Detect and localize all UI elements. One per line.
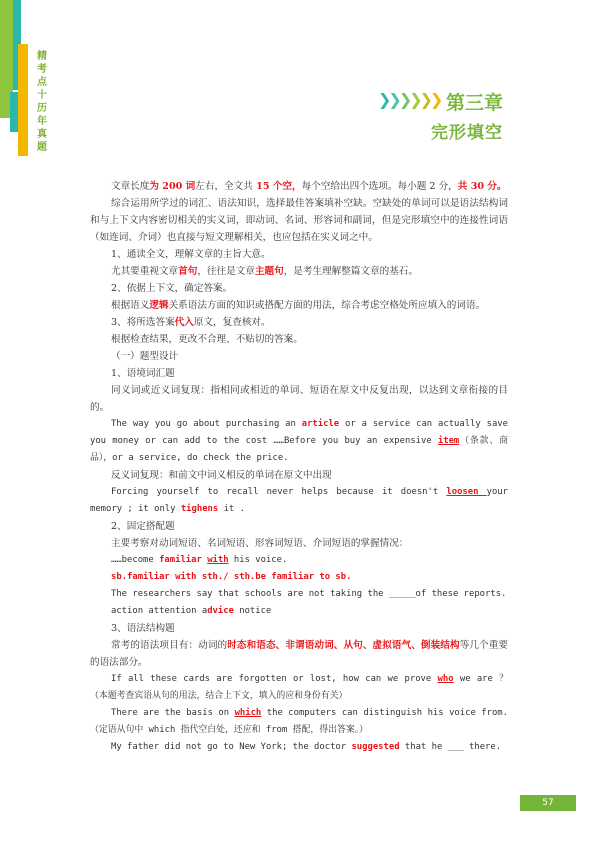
section-heading: 2、固定搭配题 <box>111 521 175 532</box>
paragraph: 同义词或近义词复现：指相同或相近的单词、短语在原文中反复出现，以达到文章衔接的目的。 <box>90 385 508 413</box>
chevron-icon: ❯ <box>398 90 410 109</box>
decor-bar-teal-lower <box>10 92 18 132</box>
paragraph: 根据检查结果，更改不合理、不贴切的答案。 <box>111 334 303 345</box>
document-body <box>90 178 508 756</box>
section-heading: 1、语境词汇题 <box>111 368 175 379</box>
page-number: 57 <box>520 795 576 811</box>
example-sentence: Forcing yourself to recall never helps because it doesn't loosen your memory ; it only tighens it . <box>90 487 508 514</box>
chevron-icon: ❯ <box>430 90 441 109</box>
example-sentence: My father did not go to New York; the doctor suggested that he ___ there. <box>111 742 502 752</box>
paragraph: 根据语义逻辑关系语法方面的知识或搭配方面的用法，综合考虑空格处所应填入的词语。 <box>111 300 486 311</box>
chevron-icon: ❯ <box>409 90 420 109</box>
section-heading: （一）题型设计 <box>111 351 179 362</box>
paragraph: 尤其要重视文章首句，往往是文章主题句，是考生理解整篇文章的基石。 <box>111 266 418 277</box>
example-sentence: sb.familiar with sth./ sth.be familiar to sb. <box>111 572 352 582</box>
chevron-arrows-icon <box>378 90 440 109</box>
example-sentence: The researchers say that schools are not taking the _____of these reports. <box>111 589 507 599</box>
example-sentence: The way you go about purchasing an article or a service can actually save you money or can add to the cost ……Before you buy an expensive item（条款、商品），or a service, do check the price. <box>90 419 508 463</box>
paragraph: 文章长度为 200 词左右，全文共 15 个空，每个空给出四个选项。每小题 2 分，共 30 分。 <box>111 181 507 192</box>
chapter-heading: 第三章 <box>445 92 503 114</box>
page-title: 完形填空 <box>431 123 503 143</box>
example-sentence: ……become familiar with his voice. <box>111 555 288 565</box>
paragraph: 1、通读全文，理解文章的主旨大意。 <box>111 249 271 260</box>
section-heading: 3、语法结构题 <box>111 623 175 634</box>
chevron-icon: ❯ <box>388 90 399 109</box>
chevron-icon: ❯ <box>419 90 431 109</box>
paragraph: 3、将所选答案代入原文，复查核对。 <box>111 317 271 328</box>
sidebar-label: 精考点十历年真题 <box>37 51 47 153</box>
chevron-icon: ❯ <box>378 90 389 109</box>
paragraph: 常考的语法项目有：动词的时态和语态、非谓语动词、从句、虚拟语气、倒装结构等几个重要的语法部分。 <box>90 640 509 668</box>
paragraph: 2、依据上下文，确定答案。 <box>111 283 233 294</box>
paragraph: 综合运用所学过的词汇、语法知识，选择最佳答案填补空缺。空缺处的单词可以是语法结构词和与上下文内容密切相关的实义词，即动词、名词、形容词和副词，但是完形填空中的连接性词语（如连词、介词）也直接与短文理解相关，也应包括在实义词之中。 <box>90 198 508 243</box>
example-options: action attention advice notice <box>111 606 272 616</box>
decor-bar-yellow <box>18 44 28 156</box>
example-sentence: There are the basis on which the computers can distinguish his voice from.（定语从句中 which 指代空白处，还应和 from 搭配，得出答案。） <box>90 708 508 735</box>
example-sentence: If all these cards are forgotten or lost, how can we prove who we are ？ （本题考查宾语从句的用法，结合上下文，填入的应和身份有关） <box>90 674 509 701</box>
paragraph: 主要考察对动词短语、名词短语、形容词短语、介词短语的掌握情况： <box>111 538 409 549</box>
paragraph: 反义词复现：和前文中词义相反的单词在原文中出现 <box>111 470 332 481</box>
